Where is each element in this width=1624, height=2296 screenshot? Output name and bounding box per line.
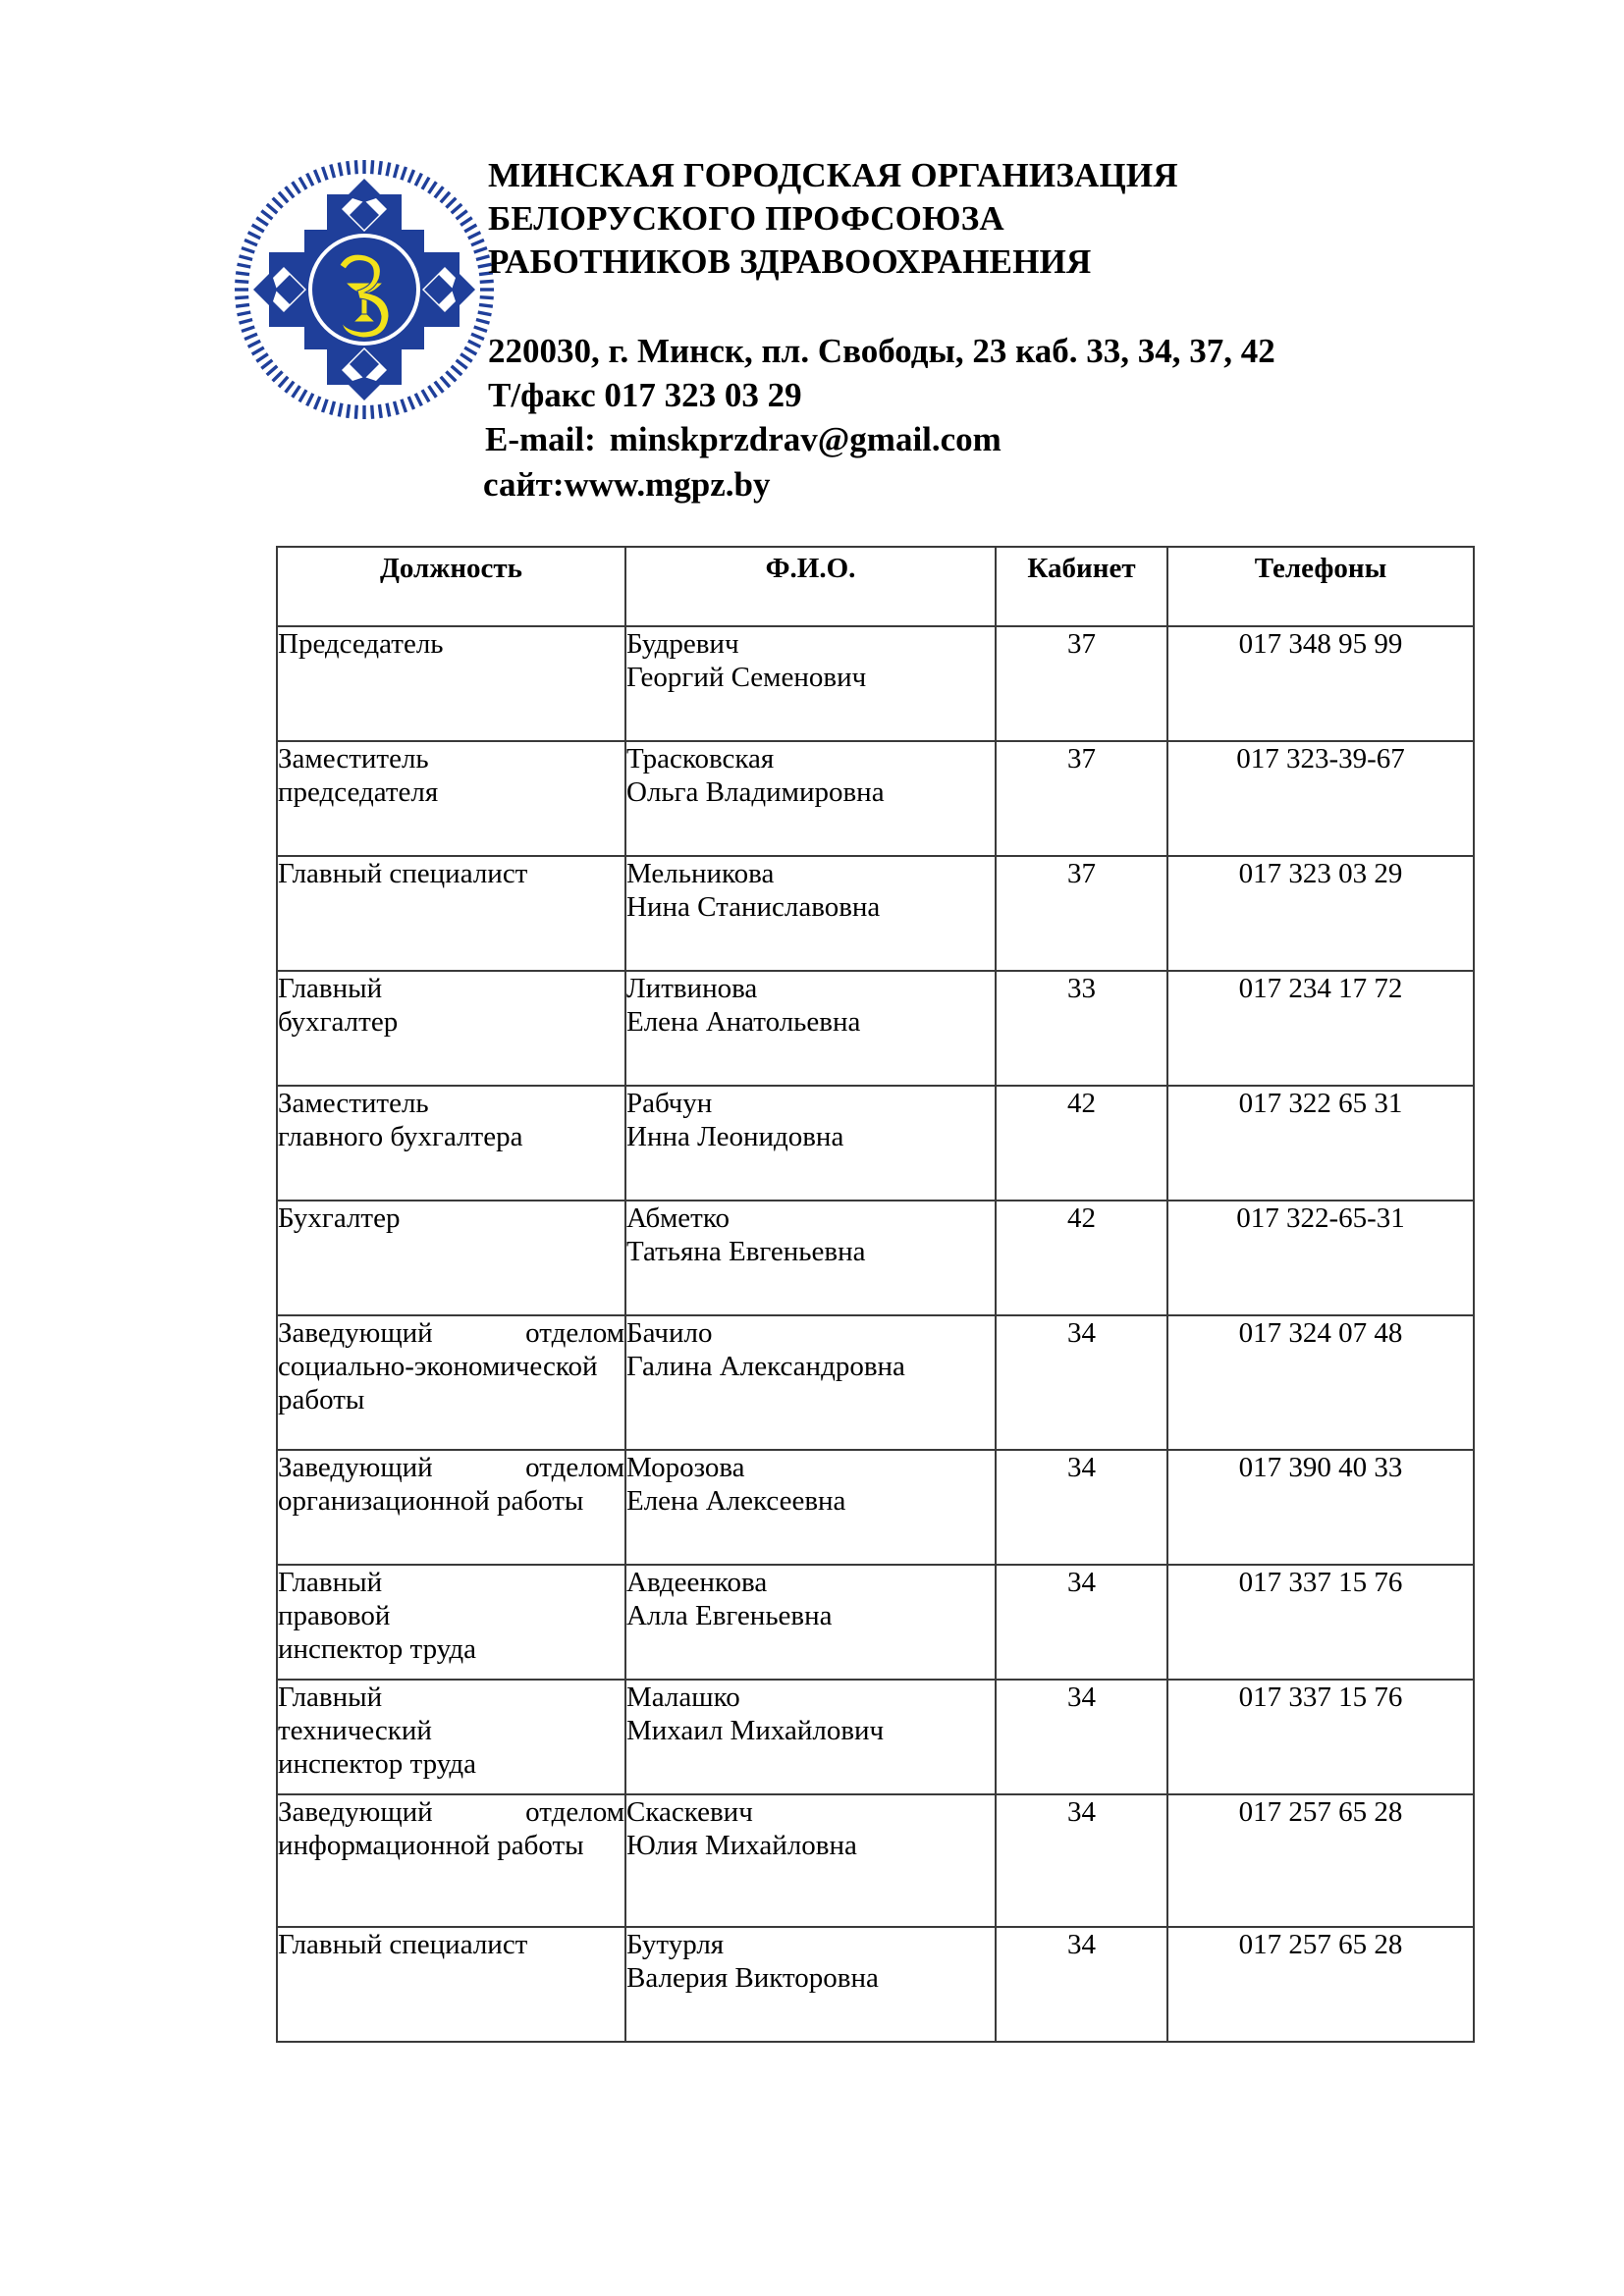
tel-fax: Т/факс 017 323 03 29 — [488, 376, 802, 414]
cell-room: 37 — [996, 741, 1167, 856]
emblem-tick — [236, 304, 249, 306]
cell-room: 42 — [996, 1086, 1167, 1201]
emblem-tick — [408, 397, 413, 409]
cell-phone: 017 257 65 28 — [1167, 1794, 1474, 1927]
emblem-tick — [331, 401, 335, 415]
emblem-tick — [348, 161, 350, 175]
emblem-tick — [452, 366, 462, 375]
emblem-tick — [239, 256, 252, 260]
emblem-tick — [429, 182, 437, 193]
email-line — [485, 420, 1001, 459]
given-names: Елена Анатольевна — [626, 1006, 861, 1038]
surname: Авдеенкова — [626, 1567, 768, 1598]
given-names: Алла Евгеньевна — [626, 1600, 833, 1631]
emblem-tick — [244, 240, 257, 244]
emblem-tick — [457, 211, 467, 220]
emblem-tick — [252, 225, 264, 232]
cell-room: 33 — [996, 971, 1167, 1086]
emblem-tick — [474, 327, 487, 332]
emblem-tick — [252, 347, 264, 354]
position-text: Главный специалист — [278, 858, 528, 889]
given-names: Елена Алексеевна — [626, 1485, 846, 1517]
cell-phone: 017 337 15 76 — [1167, 1565, 1474, 1680]
cell-position — [277, 741, 625, 856]
emblem-tick — [293, 386, 300, 398]
emblem-tick — [238, 312, 251, 315]
cell-position — [277, 1450, 625, 1565]
cell-phone: 017 234 17 72 — [1167, 971, 1474, 1086]
medical-union-emblem-icon — [232, 157, 497, 422]
emblem-tick — [267, 204, 278, 213]
emblem-tick — [468, 233, 481, 239]
table-row — [277, 1450, 1474, 1565]
emblem-tick — [422, 178, 429, 189]
emblem-tick — [468, 341, 481, 347]
table-row — [277, 1565, 1474, 1680]
position-text: технический — [278, 1715, 432, 1746]
table-row — [277, 1794, 1474, 1927]
position-text: Заместитель — [278, 743, 429, 774]
email-label: E-mail: — [485, 420, 596, 458]
given-names: Валерия Викторовна — [626, 1962, 879, 1994]
emblem-tick — [446, 198, 456, 208]
emblem-tick — [314, 170, 319, 183]
org-title-line: БЕЛОРУСКОГО ПРОФСОЮЗА — [488, 199, 1004, 238]
cell-room: 34 — [996, 1450, 1167, 1565]
surname: Абметко — [626, 1202, 730, 1234]
cell-position — [277, 1794, 625, 1927]
cell-phone: 017 257 65 28 — [1167, 1927, 1474, 2042]
emblem-tick — [372, 405, 373, 419]
emblem-tick — [261, 360, 272, 369]
cell-full-name — [625, 626, 996, 741]
organization-title — [488, 154, 1178, 284]
emblem-tick — [435, 382, 444, 393]
cell-position — [277, 1201, 625, 1315]
surname: Рабчун — [626, 1088, 713, 1119]
cell-full-name — [625, 1315, 996, 1450]
cell-position — [277, 1927, 625, 2042]
emblem-tick — [348, 404, 350, 418]
emblem-tick — [299, 178, 306, 189]
emblem-tick — [415, 174, 421, 187]
emblem-tick — [478, 312, 492, 315]
emblem-tick — [267, 366, 278, 375]
given-names: Татьяна Евгеньевна — [626, 1236, 866, 1267]
column-header-phones: Телефоны — [1167, 547, 1474, 626]
emblem-tick — [480, 297, 494, 298]
surname: Скаскевич — [626, 1796, 753, 1828]
cell-phone: 017 337 15 76 — [1167, 1680, 1474, 1794]
given-names: Юлия Михайловна — [626, 1830, 857, 1861]
surname: Малашко — [626, 1682, 740, 1713]
emblem-tick — [355, 160, 356, 174]
surname: Бутурля — [626, 1929, 725, 1960]
surname: Будревич — [626, 628, 739, 660]
org-title-line: РАБОТНИКОВ ЗДРАВООХРАНЕНИЯ — [488, 242, 1092, 281]
cell-position — [277, 1565, 625, 1680]
surname: Трасковская — [626, 743, 775, 774]
given-names: Георгий Семенович — [626, 662, 867, 693]
cell-position — [277, 1315, 625, 1450]
surname: Бачило — [626, 1317, 713, 1349]
emblem-tick — [242, 327, 254, 332]
emblem-tick — [464, 225, 476, 232]
emblem-tick — [279, 377, 288, 388]
emblem-tick — [476, 320, 490, 324]
position-text: Главный — [278, 973, 383, 1004]
emblem-tick — [355, 405, 356, 419]
emblem-tick — [457, 360, 467, 369]
position-text: Главный — [278, 1567, 383, 1598]
position-text: Заведующий отделом информационной работы — [278, 1796, 624, 1861]
emblem-tick — [479, 304, 493, 306]
emblem-tick — [387, 163, 390, 177]
cell-position — [277, 856, 625, 971]
cell-full-name — [625, 741, 996, 856]
position-text: инспектор труда — [278, 1748, 476, 1780]
position-text: инспектор труда — [278, 1633, 476, 1665]
emblem-tick — [314, 397, 319, 409]
cell-position — [277, 971, 625, 1086]
emblem-tick — [286, 382, 295, 393]
given-names: Нина Станиславовна — [626, 891, 881, 923]
emblem-tick — [299, 390, 306, 401]
position-text: Главный — [278, 1682, 383, 1713]
emblem-tick — [242, 248, 254, 253]
table-row — [277, 1315, 1474, 1450]
cell-full-name — [625, 1086, 996, 1201]
cell-full-name — [625, 1450, 996, 1565]
cell-phone: 017 322 65 31 — [1167, 1086, 1474, 1201]
org-title-line: МИНСКАЯ ГОРОДСКАЯ ОРГАНИЗАЦИЯ — [488, 156, 1178, 194]
emblem-tick — [471, 334, 484, 339]
emblem-tick — [235, 281, 248, 282]
emblem-tick — [471, 240, 484, 244]
surname: Мельникова — [626, 858, 775, 889]
postal-address: 220030, г. Минск, пл. Свободы, 23 каб. 33, 34, 37, 42 — [488, 332, 1275, 370]
emblem-tick — [441, 377, 450, 388]
emblem-tick — [307, 394, 313, 406]
table-row — [277, 1086, 1474, 1201]
cell-position — [277, 626, 625, 741]
position-text: Бухгалтер — [278, 1202, 401, 1234]
cell-full-name — [625, 1680, 996, 1794]
emblem-tick — [235, 297, 248, 298]
cell-room: 34 — [996, 1927, 1167, 2042]
email-link[interactable]: minskprzdrav@gmail.com — [609, 420, 1001, 458]
given-names: Галина Александровна — [626, 1351, 905, 1382]
emblem-tick — [331, 164, 335, 178]
cell-phone: 017 390 40 33 — [1167, 1450, 1474, 1565]
emblem-tick — [387, 403, 390, 417]
emblem-tick — [379, 404, 381, 418]
position-text: правовой — [278, 1600, 391, 1631]
position-text: бухгалтер — [278, 1006, 399, 1038]
column-header-position: Должность — [277, 547, 625, 626]
given-names: Михаил Михайлович — [626, 1715, 885, 1746]
emblem-tick — [395, 401, 399, 415]
position-text: Заведующий отделом организационной работы — [278, 1452, 624, 1517]
table-row — [277, 1680, 1474, 1794]
emblem-tick — [244, 334, 257, 339]
position-text: Главный специалист — [278, 1929, 528, 1960]
cell-room: 37 — [996, 856, 1167, 971]
table-row — [277, 971, 1474, 1086]
emblem-tick — [435, 187, 444, 197]
table-header-row — [277, 547, 1474, 626]
emblem-tick — [429, 386, 437, 398]
cell-phone: 017 323 03 29 — [1167, 856, 1474, 971]
emblem-tick — [236, 273, 249, 275]
cell-full-name — [625, 1794, 996, 1927]
table-row — [277, 626, 1474, 741]
table-row — [277, 1201, 1474, 1315]
emblem-tick — [286, 187, 295, 197]
cell-full-name — [625, 1201, 996, 1315]
emblem-tick — [372, 160, 373, 174]
emblem-tick — [474, 248, 487, 253]
emblem-tick — [261, 211, 272, 220]
emblem-tick — [422, 390, 429, 401]
emblem-tick — [460, 354, 472, 362]
position-text: Заведующий отделом социально-экономической работы — [278, 1317, 624, 1415]
cell-room: 34 — [996, 1565, 1167, 1680]
cell-room: 34 — [996, 1315, 1167, 1450]
emblem-tick — [248, 341, 261, 347]
given-names: Ольга Владимировна — [626, 776, 885, 808]
table-row — [277, 741, 1474, 856]
cell-phone: 017 323-39-67 — [1167, 741, 1474, 856]
cell-phone: 017 322-65-31 — [1167, 1201, 1474, 1315]
cell-position — [277, 1086, 625, 1201]
cell-room: 42 — [996, 1201, 1167, 1315]
emblem-tick — [248, 233, 261, 239]
emblem-tick — [339, 163, 342, 177]
position-text: Председатель — [278, 628, 444, 660]
cell-room: 34 — [996, 1794, 1167, 1927]
emblem-tick — [238, 264, 251, 267]
given-names: Инна Леонидовна — [626, 1121, 844, 1152]
cell-full-name — [625, 856, 996, 971]
table-row — [277, 856, 1474, 971]
emblem-tick — [379, 161, 381, 175]
column-header-room: Кабинет — [996, 547, 1167, 626]
emblem-tick — [273, 198, 283, 208]
table-row — [277, 1927, 1474, 2042]
cell-full-name — [625, 971, 996, 1086]
cell-room: 37 — [996, 626, 1167, 741]
emblem-tick — [239, 320, 252, 324]
cell-room: 34 — [996, 1680, 1167, 1794]
emblem-tick — [441, 192, 450, 203]
position-text: Заместитель — [278, 1088, 429, 1119]
emblem-tick — [256, 218, 268, 226]
emblem-tick — [446, 371, 456, 381]
cell-position — [277, 1680, 625, 1794]
emblem-tick — [323, 400, 328, 412]
emblem-tick — [339, 403, 342, 417]
emblem-tick — [323, 167, 328, 180]
website-link[interactable]: сайт:www.mgpz.by — [483, 465, 771, 504]
position-text: председателя — [278, 776, 439, 808]
cell-phone: 017 324 07 48 — [1167, 1315, 1474, 1450]
emblem-tick — [279, 192, 288, 203]
surname: Литвинова — [626, 973, 758, 1004]
cell-full-name — [625, 1565, 996, 1680]
surname: Морозова — [626, 1452, 745, 1483]
emblem-tick — [460, 218, 472, 226]
cell-phone: 017 348 95 99 — [1167, 626, 1474, 741]
staff-contacts-table — [276, 546, 1475, 2043]
position-text: главного бухгалтера — [278, 1121, 523, 1152]
emblem-tick — [402, 400, 406, 412]
column-header-name: Ф.И.О. — [625, 547, 996, 626]
emblem-tick — [452, 204, 462, 213]
emblem-tick — [415, 394, 421, 406]
emblem-tick — [402, 167, 406, 180]
emblem-tick — [293, 182, 300, 193]
emblem-tick — [256, 354, 268, 362]
emblem-tick — [273, 371, 283, 381]
emblem-tick — [395, 164, 399, 178]
cell-full-name — [625, 1927, 996, 2042]
emblem-tick — [464, 347, 476, 354]
emblem-tick — [408, 170, 413, 183]
emblem-tick — [307, 174, 313, 187]
